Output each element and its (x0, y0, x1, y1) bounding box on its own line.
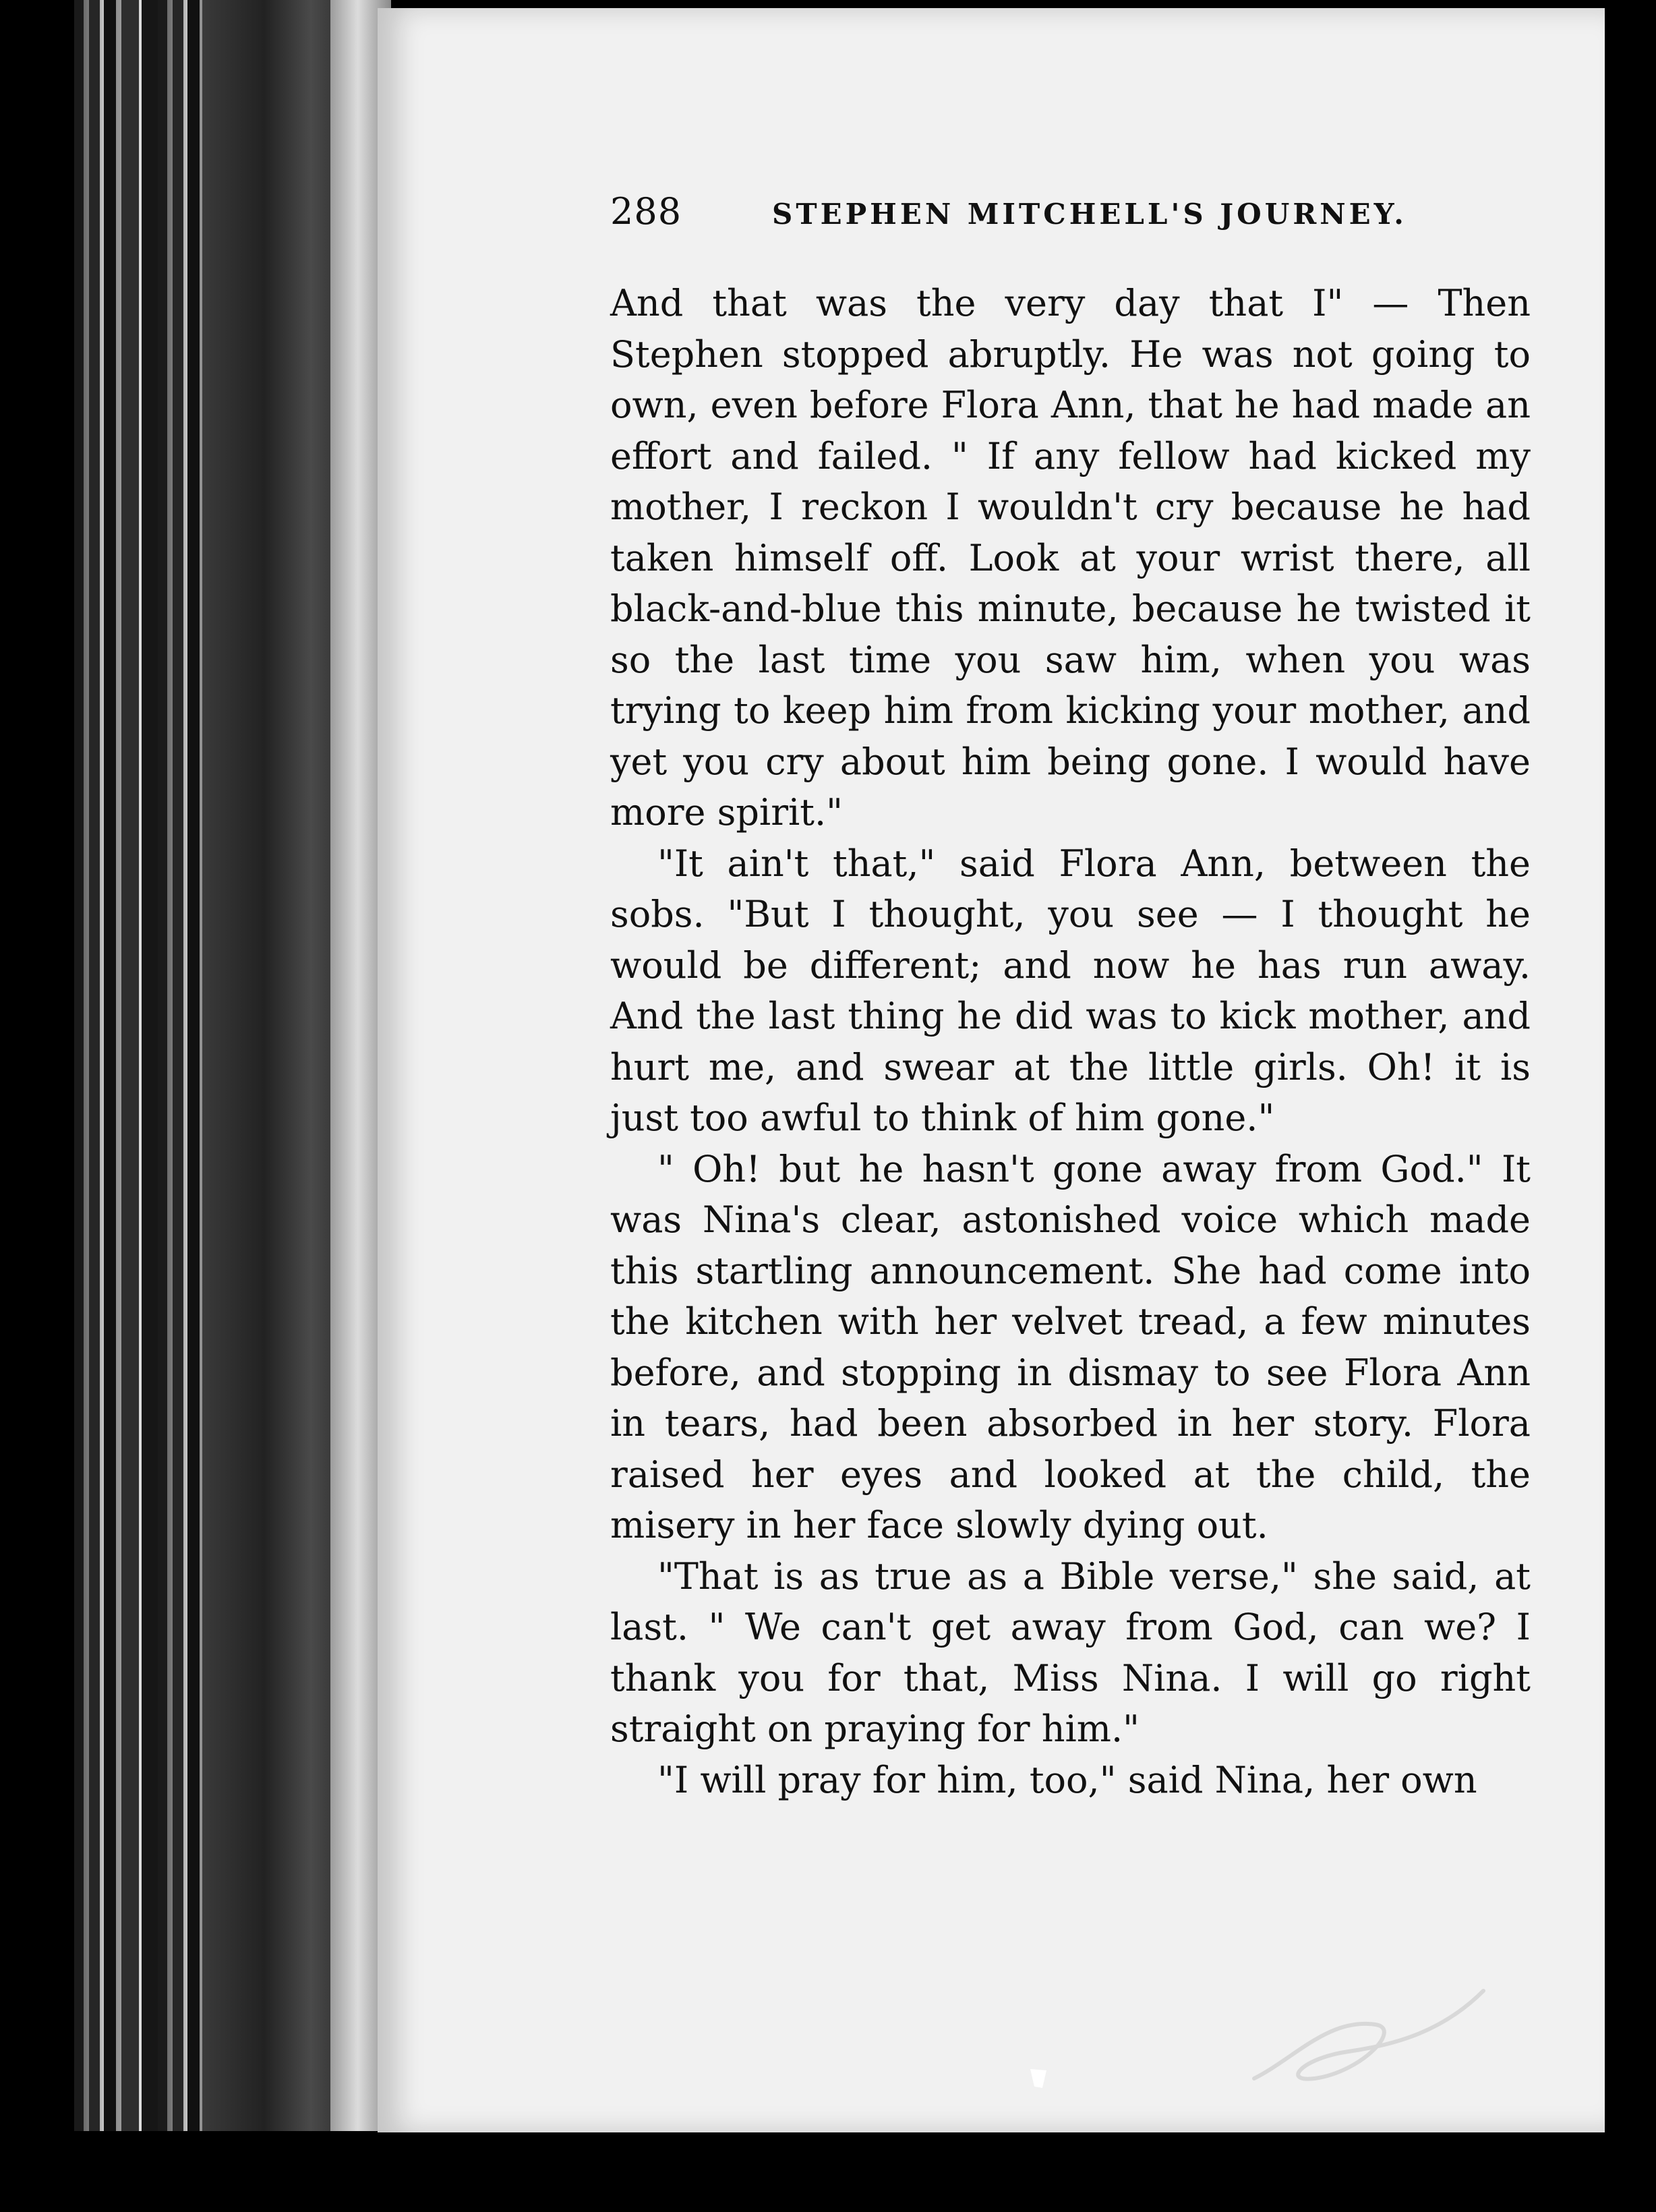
page-content (610, 177, 1531, 1805)
paragraph-4: "That is as true as a Bible verse," she said, at last. " We can't get away from God, can we? I thank you for that, Miss Nina. I will go right straight on praying for him." (610, 1554, 1531, 1750)
book-page (378, 8, 1605, 2132)
paragraph-1: And that was the very day that I" — Then Stephen stopped abruptly. He was not going to own, even before Flora Ann, that he had made an effort and failed. " If any fellow had kicked my mother, I reckon I wouldn't cry because he had taken himself off. Look at your wrist there, all black-and-blue this minute, because he twisted it so the last time you saw him, when you was trying to keep him from kicking your mother, and yet you cry about him being gone. I would have more spirit." (610, 282, 1531, 834)
paper-speck (1025, 2065, 1052, 2092)
pencil-mark (1241, 1977, 1497, 2099)
running-title: STEPHEN MITCHELL'S JOURNEY. (772, 198, 1407, 231)
paragraph-3: " Oh! but he hasn't gone away from God." It was Nina's clear, astonished voice which made this startling announcement. She had come into the kitchen with her velvet tread, a few minutes before, and stopping in dismay to see Flora Ann in tears, had been absorbed in her story. Flora raised her eyes and looked at the child, the misery in her face slowly dying out. (610, 1147, 1531, 1546)
page-number: 288 (610, 190, 682, 233)
body-text (610, 278, 1531, 1805)
running-head (610, 190, 1531, 251)
paragraph-5: "I will pray for him, too," said Nina, her own (657, 1758, 1477, 1801)
paragraph-2: "It ain't that," said Flora Ann, between the sobs. "But I thought, you see — I thought he would be different; and now he has run away. And the last thing he did was to kick mother, and hurt me, and swear at the little girls. Oh! it is just too awful to think of him gone." (610, 842, 1531, 1139)
